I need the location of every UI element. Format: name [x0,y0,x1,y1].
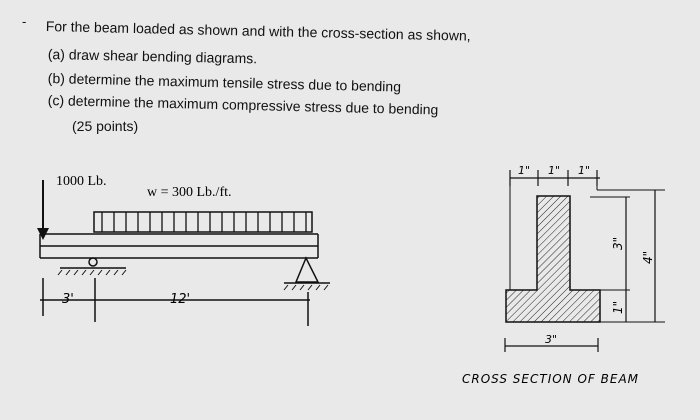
bullet-marker: - [22,14,27,29]
point-load-arrow [37,180,49,240]
inverted-t-shape [506,196,600,322]
distributed-load-arrows [94,212,312,232]
part-c: (c) determine the maximum compressive stress due to bending [47,92,439,118]
support-left [58,258,126,275]
cross-section [462,164,665,386]
base-width-label: 3" [545,333,558,346]
part-a: (a) draw shear bending diagrams. [47,46,258,67]
top-dim-1: 1" [518,164,531,177]
distributed-load-label: w = 300 Lb./ft. [147,185,232,200]
web-height-label: 3" [611,236,625,250]
dim-left-label: 3' [62,292,74,307]
beam-diagram [37,174,330,326]
problem-intro-text: For the beam loaded as shown and with the cross-section as shown, [45,18,471,44]
support-right [284,258,330,290]
beam-body [40,234,318,258]
total-height-label: 4" [641,250,655,264]
part-b: (b) determine the maximum tensile stress due to bending [47,70,402,95]
point-load-label: 1000 Lb. [56,174,107,189]
top-dim-3: 1" [578,164,591,177]
top-dim-2: 1" [548,164,561,177]
dim-right-label: 12' [170,292,191,307]
points-label: (25 points) [72,118,139,134]
flange-thickness-label: 1" [611,300,625,314]
section-caption: CROSS SECTION OF BEAM [462,372,640,386]
